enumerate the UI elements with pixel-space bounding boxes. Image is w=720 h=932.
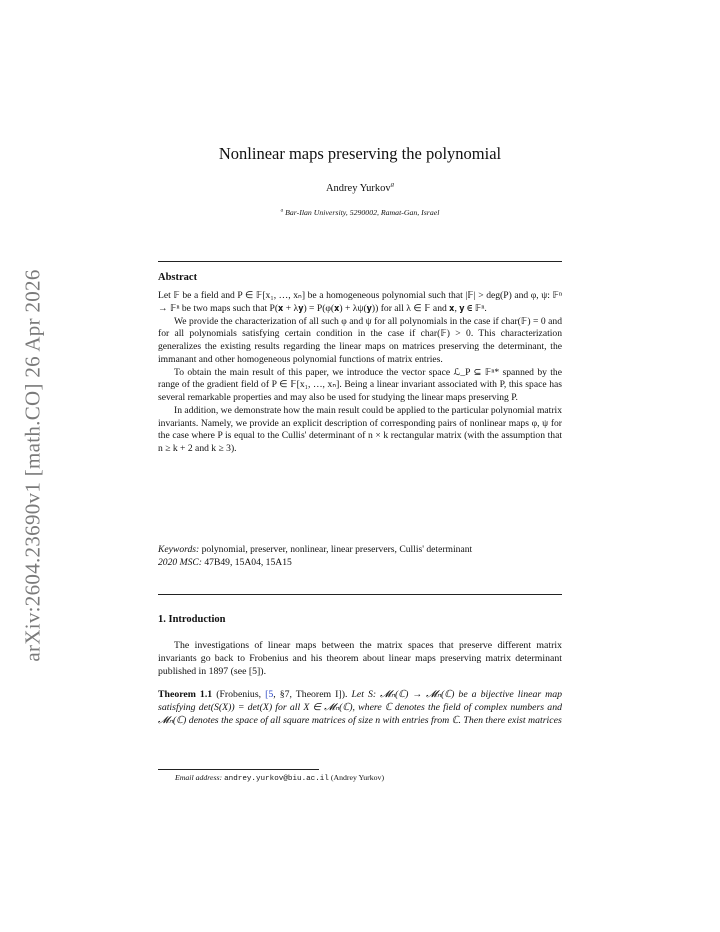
author-line: [158, 183, 562, 194]
abstract-paragraph-3: To obtain the main result of this paper, we introduce the vector space ℒ_P ⊆ 𝔽ⁿ* spanned by the range of the gradient field of P ∈ 𝔽[x₁, …, xₙ]. Being a linear invariant associated with P, this space has several remarkable properties and may also be used for studying the linear maps preserving P.: [158, 366, 562, 403]
abstract-top-rule: [158, 261, 562, 262]
theorem-label: Theorem 1.1: [158, 689, 213, 700]
theorem-attribution-pre: (Frobenius,: [216, 689, 262, 700]
abstract-body: [158, 290, 562, 456]
msc-line: [158, 557, 562, 570]
affiliation: Bar-Ilan University, 5290002, Ramat-Gan, Israel: [285, 208, 440, 217]
abstract-paragraph-2: We provide the characterization of all such φ and ψ for all polynomials in the case if char(𝔽) = 0 and for all polynomials satisfying certain condition in the case if char(𝔽) > 0. This characterization generalizes the existing results regarding the linear maps on matrices preserving the determinant, the immanant and other homogeneous polynomial functions of matrix entries.: [158, 315, 562, 365]
keywords-text: polynomial, preserver, nonlinear, linear preservers, Cullis' determinant: [201, 544, 473, 555]
author-name: Andrey Yurkov: [325, 183, 391, 194]
arxiv-stamp: [8, 245, 58, 685]
paper-title: Nonlinear maps preserving the polynomial: [218, 144, 502, 163]
keywords-block: [158, 544, 562, 570]
section-heading-introduction: 1. Introduction: [158, 614, 226, 625]
theorem-statement: Let S: 𝓜ₙ(ℂ) → 𝓜ₙ(ℂ) be a bijective linear map satisfying det(S(X)) = det(X) for all X ∈ 𝓜ₙ(ℂ), where ℂ denotes the field of complex numbers and 𝓜ₙ(ℂ) denotes the space of all square matrices of size n with entries from ℂ. Then there exist matrices: [158, 689, 563, 726]
citation-link[interactable]: [5: [265, 689, 274, 700]
introduction-body: [158, 639, 562, 678]
abstract-bottom-rule: [158, 594, 562, 595]
footnote-rule: [158, 769, 319, 770]
footnote: [175, 773, 565, 783]
msc-label: 2020 MSC:: [158, 556, 202, 568]
keywords-label: Keywords:: [158, 544, 200, 555]
arxiv-identifier: arXiv:2604.23690v1 [math.CO] 26 Apr 2026: [20, 268, 45, 662]
author-affil-mark: a: [390, 181, 395, 189]
affil-mark: a: [280, 207, 284, 214]
theorem-attribution-post: , §7, Theorem I]).: [273, 689, 348, 700]
email-owner: (Andrey Yurkov): [330, 773, 385, 782]
email-address[interactable]: andrey.yurkov@biu.ac.il: [224, 775, 329, 783]
keywords-line: [158, 544, 562, 557]
abstract-paragraph-4: In addition, we demonstrate how the main result could be applied to the particular polynomial matrix invariants. Namely, we provide an explicit description of corresponding pairs of nonlinear maps φ, ψ for the case where P is equal to the Cullis' determinant of n × k rectangular matrix (with the assumption that n ≥ k + 2 and k ≥ 3).: [158, 404, 562, 454]
abstract-heading: Abstract: [158, 272, 198, 283]
intro-paragraph-1: The investigations of linear maps between the matrix spaces that preserve different matrix invariants go back to Frobenius and his theorem about linear maps preserving matrix determinant published in 1897 (see [5]).: [158, 640, 562, 677]
email-label: Email address:: [175, 773, 223, 782]
abstract-paragraph-1: Let 𝔽 be a field and P ∈ 𝔽[x₁, …, xₙ] be a homogeneous polynomial such that |𝔽| > deg(P) and φ, ψ: 𝔽ⁿ → 𝔽ⁿ be two maps such that P(𝐱 + λ𝐲) = P(φ(𝐱) + λψ(𝐲)) for all λ ∈ 𝔽 and 𝐱, 𝐲 ∈ 𝔽ⁿ.: [158, 290, 562, 314]
affiliation-line: [158, 208, 562, 217]
msc-codes: 47B49, 15A04, 15A15: [204, 556, 292, 568]
theorem-1-1: [158, 688, 562, 727]
